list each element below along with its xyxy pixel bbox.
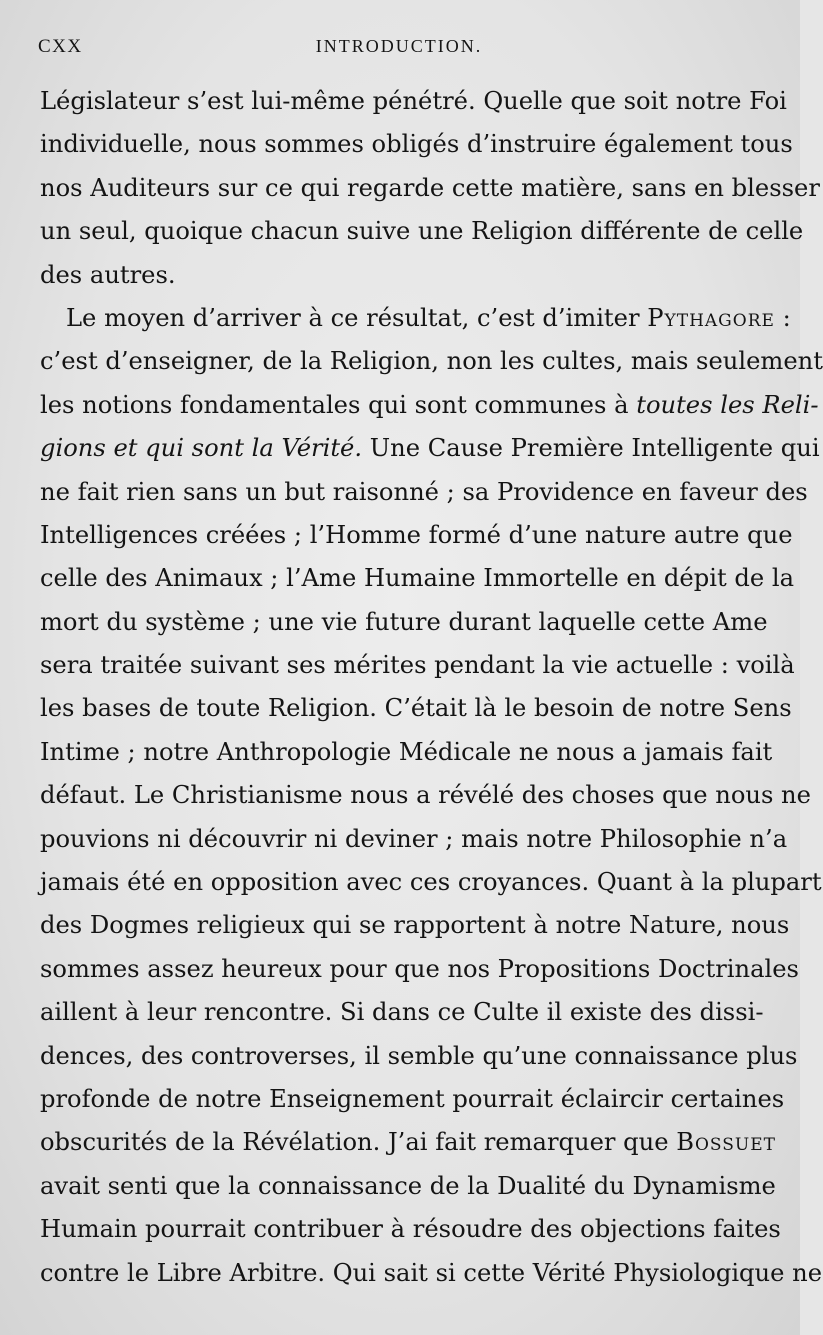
text-line: avait senti que la connaissance de la Dualité du Dynamisme	[40, 1171, 776, 1200]
running-title: INTRODUCTION.	[315, 36, 483, 56]
text-line: sera traitée suivant ses mérites pendant la vie actuelle : voilà	[40, 651, 795, 680]
text-line: ne fait rien sans un but raisonné ; sa Providence en faveur des	[40, 477, 808, 506]
text-line	[40, 384, 819, 427]
text-line: pouvions ni découvrir ni deviner ; mais notre Philosophie n’a	[40, 824, 788, 853]
text-line: Législateur s’est lui-même pénétré. Quelle que soit notre Foi	[40, 87, 787, 115]
text-line: individuelle, nous sommes obligés d’instruire également tous	[40, 130, 793, 159]
text-line: jamais été en opposition avec ces croyances. Quant à la plupart	[40, 868, 822, 897]
text-line: celle des Animaux ; l’Ame Humaine Immortelle en dépit de la	[40, 564, 794, 593]
text-run: obscurités de la Révélation. J’ai fait remarquer que	[40, 1128, 677, 1157]
person-name: Bossuet	[676, 1128, 776, 1157]
italic-run: gions et qui sont la Vérité.	[40, 434, 363, 463]
text-line: des autres.	[40, 260, 176, 289]
text-line	[40, 427, 820, 470]
text-line: Intelligences créées ; l’Homme formé d’une nature autre que	[40, 520, 793, 549]
text-line: nos Auditeurs sur ce qui regarde cette matière, sans en blesser	[40, 173, 820, 202]
page-number: CXX	[38, 36, 83, 57]
text-line: c’est d’enseigner, de la Religion, non les cultes, mais seulement	[40, 347, 823, 376]
text-line: sommes assez heureux pour que nos Propositions Doctrinales	[40, 954, 799, 983]
italic-run: toutes les Reli-	[636, 390, 819, 419]
text-line	[40, 1121, 776, 1164]
text-line: un seul, quoique chacun suive une Religion différente de celle	[40, 217, 804, 246]
text-line: des Dogmes religieux qui se rapportent à notre Nature, nous	[40, 911, 790, 940]
running-header	[38, 36, 760, 66]
text-line: mort du système ; une vie future durant laquelle cette Ame	[40, 607, 768, 636]
text-line: profonde de notre Enseignement pourrait éclaircir certaines	[40, 1084, 785, 1113]
text-line	[40, 297, 791, 340]
text-line: Intime ; notre Anthropologie Médicale ne nous a jamais fait	[40, 737, 773, 766]
text-line: les bases de toute Religion. C’était là le besoin de notre Sens	[40, 694, 792, 723]
body-text	[40, 80, 823, 1295]
text-line: défaut. Le Christianisme nous a révélé des choses que nous ne	[40, 781, 811, 810]
text-run: :	[774, 303, 791, 332]
text-run: Le moyen d’arriver à ce résultat, c’est d’imiter	[66, 303, 648, 332]
text-line: aillent à leur rencontre. Si dans ce Culte il existe des dissi-	[40, 998, 764, 1027]
text-run: Une Cause Première Intelligente qui	[362, 434, 820, 463]
text-run: les notions fondamentales qui sont communes à	[40, 390, 637, 419]
text-line: Humain pourrait contribuer à résoudre des objections faites	[40, 1215, 781, 1244]
person-name: Pythagore	[647, 303, 775, 332]
text-line: dences, des controverses, il semble qu’une connaissance plus	[40, 1041, 798, 1070]
text-line: contre le Libre Arbitre. Qui sait si cette Vérité Physiologique ne	[40, 1258, 823, 1287]
